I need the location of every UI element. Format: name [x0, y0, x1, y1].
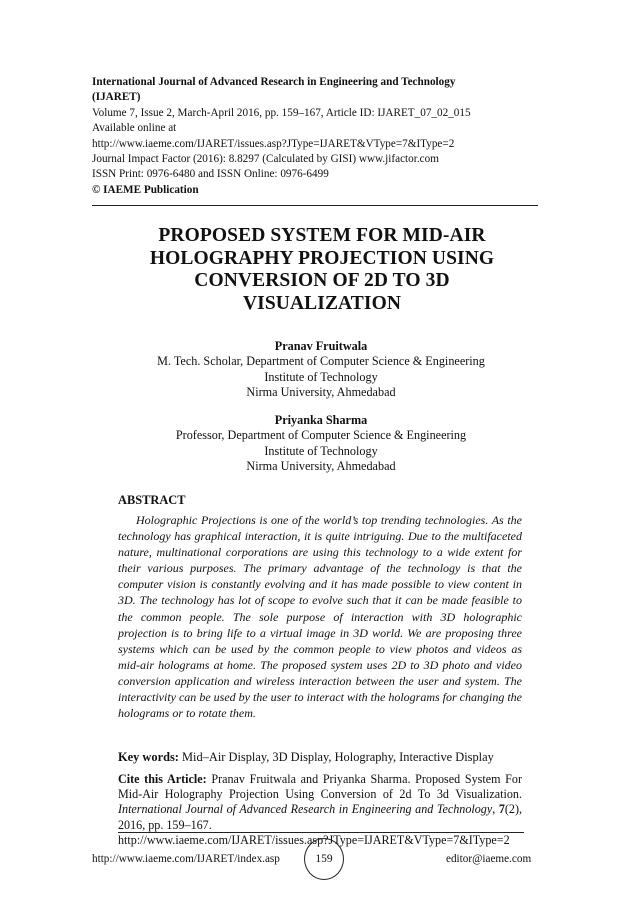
- author-institute: Institute of Technology: [264, 369, 378, 384]
- citation-journal: International Journal of Advanced Research in Engineering and Technology: [118, 802, 493, 817]
- title-line-1: PROPOSED SYSTEM FOR MID-AIR: [158, 225, 486, 246]
- title-line-4: VISUALIZATION: [242, 292, 402, 314]
- abstract-heading: ABSTRACT: [118, 493, 186, 507]
- citation-label: Cite this Article:: [118, 772, 207, 786]
- citation-volume: 7: [498, 802, 505, 817]
- author-university: Nirma University, Ahmedabad: [246, 459, 396, 474]
- keywords-label: Key words:: [118, 750, 179, 764]
- author-university: Nirma University, Ahmedabad: [246, 385, 396, 400]
- keywords-text: Mid–Air Display, 3D Display, Holography, Interactive Display: [182, 750, 494, 764]
- citation-pages: (2), 2016, pp. 159–167.: [118, 802, 523, 832]
- paper-title: [100, 225, 544, 315]
- author-block-1: [92, 339, 550, 401]
- journal-name: International Journal of Advanced Research in Engineering and Technology: [92, 76, 456, 88]
- author-name: Priyanka Sharma: [274, 413, 368, 427]
- citation-url-link[interactable]: http://www.iaeme.com/IJARET/issues.asp?JType=IJARET&VType=7&IType=2: [118, 832, 510, 847]
- citation-underline: [118, 832, 524, 833]
- footer-url-link[interactable]: http://www.iaeme.com/IJARET/index.asp: [92, 853, 280, 865]
- title-line-3: CONVERSION OF 2D TO 3D: [194, 270, 450, 291]
- header-divider: [92, 205, 538, 206]
- author-role: Professor, Department of Computer Science & Engineering: [175, 428, 467, 443]
- author-institute: Institute of Technology: [264, 443, 378, 458]
- citation-text: Pranav Fruitwala and Priyanka Sharma. Proposed System For Mid-Air Holography Projection Using Conversion of 2d To 3d Visualization.: [118, 772, 522, 802]
- journal-header: [92, 75, 544, 198]
- page-number: 159: [315, 853, 333, 865]
- page-number-badge: [304, 838, 344, 880]
- keywords: [118, 750, 528, 765]
- journal-abbrev: (IJARET): [92, 91, 141, 104]
- author-name: Pranav Fruitwala: [274, 339, 368, 353]
- issn-info: ISSN Print: 0976-6480 and ISSN Online: 0976-6499: [92, 168, 329, 181]
- author-role: M. Tech. Scholar, Department of Computer Science & Engineering: [157, 354, 485, 369]
- publisher: © IAEME Publication: [92, 183, 199, 196]
- impact-factor: Journal Impact Factor (2016): 8.8297 (Calculated by GISI) www.jifactor.com: [92, 153, 439, 166]
- volume-info: Volume 7, Issue 2, March-April 2016, pp. 159–167, Article ID: IJARET_07_02_015: [92, 106, 471, 119]
- abstract-text: Holographic Projections is one of the world’s top trending technologies. As the technology has graphical interaction, it is quite intriguing. Due to the multifaceted nature, multinational corporations are using this technology to a wide extent for their various purposes. The primary advantage of the technology is that the computer vision is constantly evolving and it has made possible to view content in 3D. The technology has lot of scope to evolve such that it can be made feasible to the common people. The sole purpose of interaction with 3D holographic projection is to bring life to a virtual image in 3D world. We are proposing three systems which can be used by the common people to view photos and videos as mid-air holograms at home. The proposed system uses 2D to 3D photo and video conversion application and wireless interaction between the user and system. The interactivity can be used by the user to interact with the holograms for changing the holograms or to rotate them.: [118, 513, 522, 721]
- citation: Cite this Article: Pranav Fruitwala and Priyanka Sharma. Proposed System For Mid-Air Holography Projection Using Conversion of 2d To 3d Visualization. International Journal of Advanced Research in Engineering and Technology, 7(2), 2016, pp. 159–167. http://www.iaeme.com/IJARET/issues.asp?JType=IJARET&VType=7&IType=2: [118, 772, 523, 847]
- available-online: Available online at: [92, 122, 177, 135]
- issue-url-link[interactable]: http://www.iaeme.com/IJARET/issues.asp?JType=IJARET&VType=7&IType=2: [92, 137, 455, 150]
- footer-email-link[interactable]: editor@iaeme.com: [446, 853, 532, 865]
- title-line-2: HOLOGRAPHY PROJECTION USING: [149, 247, 495, 269]
- author-block-2: [92, 413, 550, 475]
